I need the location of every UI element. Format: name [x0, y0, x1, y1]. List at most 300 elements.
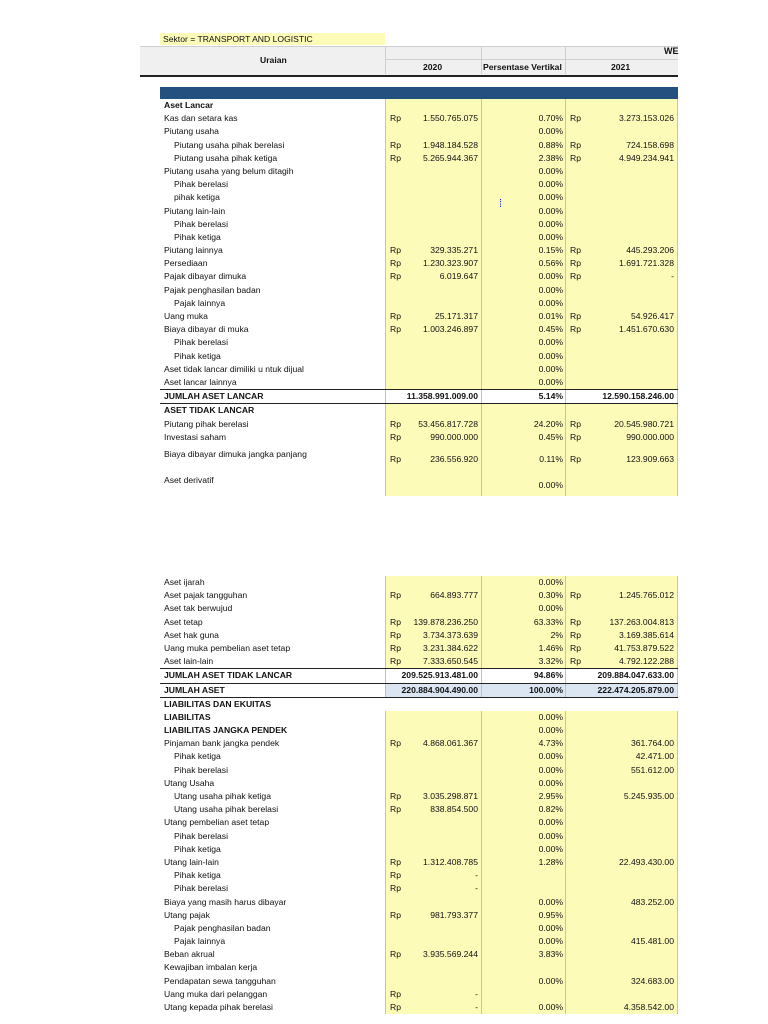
cell-2020[interactable] — [385, 431, 481, 444]
cell-2020[interactable] — [385, 669, 481, 682]
cell-2020[interactable] — [385, 642, 481, 655]
row-label[interactable]: Investasi saham — [164, 431, 227, 442]
value-2021: 361.764.00 — [630, 738, 674, 749]
row-label[interactable]: Uang muka pembelian aset tetap — [164, 642, 291, 653]
row-label[interactable]: Pajak dibayar dimuka — [164, 271, 247, 282]
cell-persentase-vertikal[interactable]: 0.95% — [481, 909, 565, 922]
cell-2020[interactable] — [385, 750, 481, 763]
cell-persentase-vertikal[interactable]: 0.00% — [481, 816, 565, 829]
value-2020: 981.793.377 — [430, 909, 478, 920]
table-row — [160, 152, 678, 165]
row-label[interactable]: Piutang lainnya — [164, 245, 223, 256]
cell-persentase-vertikal[interactable]: 0.11% — [481, 444, 565, 470]
currency-label: Rp — [390, 113, 401, 124]
cell-persentase-vertikal[interactable]: 0.00% — [481, 830, 565, 843]
cell-2021[interactable] — [565, 576, 678, 589]
cell-2021[interactable] — [565, 112, 678, 125]
row-label[interactable]: Biaya dibayar di muka — [164, 324, 249, 335]
row-label[interactable]: Aset tetap — [164, 616, 203, 627]
cell-2021[interactable] — [565, 961, 678, 974]
cell-2021[interactable] — [565, 270, 678, 283]
cell-2020[interactable] — [385, 350, 481, 363]
cell-persentase-vertikal[interactable]: 94.86% — [481, 669, 565, 682]
cell-2020[interactable] — [385, 444, 481, 470]
cell-persentase-vertikal[interactable]: 0.45% — [481, 431, 565, 444]
row-label[interactable]: Utang pembelian aset tetap — [164, 817, 270, 828]
cell-2020[interactable] — [385, 191, 481, 204]
row-label[interactable]: Aset ijarah — [164, 577, 205, 587]
cell-2020[interactable] — [385, 975, 481, 988]
cell-2021[interactable] — [565, 205, 678, 218]
cell-persentase-vertikal[interactable]: 0.00% — [481, 191, 565, 204]
cell-2021[interactable] — [565, 323, 678, 336]
currency-label: Rp — [390, 949, 401, 960]
table-row — [160, 112, 678, 125]
value-2020: 53.456.817.728 — [418, 418, 478, 429]
cell-2020[interactable] — [385, 165, 481, 178]
cell-2021[interactable] — [565, 191, 678, 204]
cell-persentase-vertikal[interactable]: 0.00% — [481, 205, 565, 218]
cell-2020[interactable] — [385, 205, 481, 218]
cell-2020[interactable] — [385, 948, 481, 961]
cell-2021[interactable] — [565, 431, 678, 444]
cell-2021[interactable] — [565, 404, 678, 417]
table-row — [160, 231, 678, 244]
cell-2020[interactable] — [385, 418, 481, 431]
cell-2020[interactable] — [385, 178, 481, 191]
value-2020: 1.003.246.897 — [423, 324, 478, 335]
cell-persentase-vertikal[interactable]: 0.00% — [481, 602, 565, 615]
table-row — [160, 803, 678, 816]
table-row — [160, 284, 678, 297]
cell-2021[interactable] — [565, 655, 678, 668]
sector-label[interactable]: Sektor = TRANSPORT AND LOGISTIC — [160, 33, 385, 45]
row-label[interactable]: Uang muka dari pelanggan — [164, 988, 268, 999]
row-label[interactable]: Pihak berelasi — [174, 764, 228, 775]
cell-2020[interactable] — [385, 803, 481, 816]
row-label[interactable]: Pihak berelasi — [174, 830, 228, 841]
cell-persentase-vertikal[interactable]: 0.00% — [481, 165, 565, 178]
row-label[interactable]: LIABILITAS — [164, 711, 211, 722]
row-label[interactable]: Aset lain-lain — [164, 656, 214, 667]
cell-persentase-vertikal[interactable]: 0.82% — [481, 803, 565, 816]
cell-2020[interactable] — [385, 724, 481, 737]
table-row — [160, 975, 678, 988]
cell-2020[interactable] — [385, 843, 481, 856]
row-label[interactable]: Pajak lainnya — [174, 936, 226, 947]
cell-2020[interactable] — [385, 323, 481, 336]
cell-2020[interactable] — [385, 139, 481, 152]
value-2020: 3.231.384.622 — [423, 642, 478, 653]
cell-2021[interactable] — [565, 790, 678, 803]
table-row — [160, 1001, 678, 1014]
row-label[interactable]: Pihak berelasi — [174, 883, 228, 894]
row-label[interactable]: Piutang pihak berelasi — [164, 418, 249, 429]
cell-2021[interactable] — [565, 350, 678, 363]
cell-persentase-vertikal[interactable]: 0.45% — [481, 323, 565, 336]
cell-persentase-vertikal[interactable]: 1.46% — [481, 642, 565, 655]
value-2020: 5.265.944.367 — [423, 152, 478, 163]
cell-2021[interactable] — [565, 777, 678, 790]
cell-persentase-vertikal[interactable]: 2.38% — [481, 152, 565, 165]
cell-2021[interactable] — [565, 922, 678, 935]
row-label[interactable]: Pajak penghasilan badan — [164, 284, 261, 295]
cell-2020[interactable] — [385, 816, 481, 829]
row-label[interactable]: Utang usaha pihak berelasi — [174, 804, 279, 815]
cell-2020[interactable] — [385, 284, 481, 297]
cell-2021[interactable] — [565, 684, 678, 697]
cell-2020[interactable] — [385, 961, 481, 974]
cell-2021[interactable] — [565, 152, 678, 165]
cell-2020[interactable] — [385, 737, 481, 750]
cell-2020[interactable] — [385, 882, 481, 895]
cell-persentase-vertikal[interactable]: 0.00% — [481, 297, 565, 310]
row-label[interactable]: Uang muka — [164, 311, 208, 321]
cell-persentase-vertikal[interactable]: 0.00% — [481, 284, 565, 297]
cell-persentase-vertikal[interactable] — [481, 882, 565, 895]
cell-2020[interactable] — [385, 602, 481, 615]
cell-2021[interactable] — [565, 856, 678, 869]
cell-2021[interactable] — [565, 843, 678, 856]
cell-persentase-vertikal[interactable]: 0.00% — [481, 896, 565, 909]
cell-2021[interactable] — [565, 988, 678, 1001]
value-2020: 220.884.904.490.00 — [401, 684, 478, 695]
row-label[interactable]: LIABILITAS DAN EKUITAS — [164, 698, 272, 709]
table-row — [160, 655, 678, 668]
cell-2020[interactable] — [385, 655, 481, 668]
cell-2020[interactable] — [385, 244, 481, 257]
cell-2021[interactable] — [565, 310, 678, 323]
value-2020: 1.312.408.785 — [423, 856, 478, 867]
table-row — [160, 816, 678, 829]
cell-2021[interactable] — [565, 935, 678, 948]
value-2020: 329.335.271 — [430, 245, 478, 256]
row-label[interactable]: Aset hak guna — [164, 629, 219, 640]
cell-persentase-vertikal[interactable]: 0.00% — [481, 750, 565, 763]
cell-persentase-vertikal[interactable]: 100.00% — [481, 684, 565, 697]
cell-2020[interactable] — [385, 218, 481, 231]
cell-2020[interactable] — [385, 376, 481, 389]
value-2021: 3.169.385.614 — [619, 629, 674, 640]
cell-2021[interactable] — [565, 444, 678, 470]
cell-2021[interactable] — [565, 909, 678, 922]
row-label[interactable]: Pihak berelasi — [174, 337, 228, 348]
cell-2021[interactable] — [565, 602, 678, 615]
cell-2021[interactable] — [565, 629, 678, 642]
cell-persentase-vertikal[interactable] — [481, 961, 565, 974]
row-label[interactable]: Kewajiban imbalan kerja — [164, 962, 258, 973]
header-2021: 2021 — [611, 62, 631, 72]
row-label[interactable]: Utang Usaha — [164, 777, 215, 788]
cell-2020[interactable] — [385, 297, 481, 310]
row-label[interactable]: Piutang usaha pihak ketiga — [174, 152, 278, 163]
cell-persentase-vertikal[interactable]: 0.00% — [481, 764, 565, 777]
cell-2021[interactable] — [565, 257, 678, 270]
cell-2021[interactable] — [565, 816, 678, 829]
cell-persentase-vertikal[interactable]: 0.00% — [481, 777, 565, 790]
cell-persentase-vertikal[interactable]: 0.00% — [481, 724, 565, 737]
text-cursor-icon: ⁞ — [499, 198, 503, 210]
cell-persentase-vertikal[interactable]: 0.15% — [481, 244, 565, 257]
cell-2021[interactable] — [565, 724, 678, 737]
cell-2021[interactable] — [565, 99, 678, 112]
cell-2020[interactable] — [385, 257, 481, 270]
cell-2020[interactable] — [385, 390, 481, 403]
table-row — [160, 323, 678, 336]
cell-2021[interactable] — [565, 470, 678, 496]
cell-persentase-vertikal[interactable]: 3.83% — [481, 948, 565, 961]
cell-2020[interactable] — [385, 711, 481, 724]
cell-persentase-vertikal[interactable]: 3.32% — [481, 655, 565, 668]
value-2021: 41.753.879.522 — [614, 642, 674, 653]
cell-2020[interactable] — [385, 684, 481, 697]
cell-2020[interactable] — [385, 856, 481, 869]
cell-persentase-vertikal[interactable]: 0.00% — [481, 350, 565, 363]
cell-2020[interactable] — [385, 589, 481, 602]
cell-persentase-vertikal[interactable]: 24.20% — [481, 418, 565, 431]
cell-2020[interactable] — [385, 99, 481, 112]
cell-persentase-vertikal[interactable]: 0.30% — [481, 589, 565, 602]
cell-2020[interactable] — [385, 470, 481, 496]
cell-2021[interactable] — [565, 616, 678, 629]
row-label[interactable]: Aset Lancar — [164, 100, 214, 110]
cell-2021[interactable] — [565, 390, 678, 403]
cell-2020[interactable] — [385, 896, 481, 909]
cell-persentase-vertikal[interactable]: 0.88% — [481, 139, 565, 152]
header-divider-horizontal — [385, 59, 678, 60]
cell-2020[interactable] — [385, 777, 481, 790]
cell-persentase-vertikal[interactable]: 1.28% — [481, 856, 565, 869]
currency-label: Rp — [390, 642, 401, 653]
cell-persentase-vertikal[interactable]: 0.00% — [481, 843, 565, 856]
cell-persentase-vertikal[interactable]: 0.00% — [481, 270, 565, 283]
row-label[interactable]: Pihak berelasi — [174, 218, 228, 229]
table-row — [160, 205, 678, 218]
cell-2020[interactable] — [385, 698, 481, 711]
row-label[interactable]: Kas dan setara kas — [164, 113, 238, 124]
cell-2021[interactable] — [565, 165, 678, 178]
value-2020: 990.000.000 — [430, 431, 478, 442]
table-row — [160, 444, 678, 470]
cell-2021[interactable] — [565, 178, 678, 191]
currency-label: Rp — [570, 324, 581, 335]
cell-2020[interactable] — [385, 629, 481, 642]
table-row — [160, 270, 678, 283]
cell-2021[interactable] — [565, 297, 678, 310]
row-label[interactable]: Piutang lain-lain — [164, 205, 226, 216]
cell-persentase-vertikal[interactable]: 0.00% — [481, 935, 565, 948]
cell-2021[interactable] — [565, 244, 678, 257]
cell-2020[interactable] — [385, 576, 481, 589]
row-label[interactable]: Aset tak berwujud — [164, 603, 233, 614]
row-label[interactable]: JUMLAH ASET — [164, 684, 225, 695]
row-label[interactable]: Utang kepada pihak berelasi — [164, 1002, 273, 1012]
table-row — [160, 668, 678, 683]
cell-2021[interactable] — [565, 418, 678, 431]
cell-2020[interactable] — [385, 310, 481, 323]
row-label[interactable]: Persediaan — [164, 258, 208, 269]
cell-persentase-vertikal[interactable]: 63.33% — [481, 616, 565, 629]
cell-persentase-vertikal[interactable] — [481, 869, 565, 882]
cell-2020[interactable] — [385, 830, 481, 843]
cell-2020[interactable] — [385, 790, 481, 803]
row-label[interactable]: Aset tidak lancar dimiliki u ntuk dijual — [164, 363, 304, 374]
cell-2021[interactable] — [565, 830, 678, 843]
table-row — [160, 684, 678, 698]
cell-2021[interactable] — [565, 764, 678, 777]
cell-2021[interactable] — [565, 231, 678, 244]
cell-2021[interactable] — [565, 139, 678, 152]
table-row — [160, 922, 678, 935]
cell-2021[interactable] — [565, 363, 678, 376]
cell-persentase-vertikal[interactable] — [481, 404, 565, 417]
row-label[interactable]: Utang pajak — [164, 909, 210, 920]
cell-persentase-vertikal[interactable]: 0.00% — [481, 975, 565, 988]
cell-persentase-vertikal[interactable]: 0.00% — [481, 711, 565, 724]
value-2021: 4.358.542.00 — [623, 1002, 674, 1012]
row-label[interactable]: Utang lain-lain — [164, 856, 219, 867]
row-label[interactable]: Utang usaha pihak ketiga — [174, 791, 271, 801]
cell-2021[interactable] — [565, 1001, 678, 1014]
cell-persentase-vertikal[interactable]: 0.00% — [481, 576, 565, 589]
cell-persentase-vertikal[interactable]: 4.73% — [481, 737, 565, 750]
row-label[interactable]: Piutang usaha pihak berelasi — [174, 139, 285, 150]
cell-2021[interactable] — [565, 125, 678, 138]
cell-persentase-vertikal[interactable]: 2.95% — [481, 790, 565, 803]
cell-2020[interactable] — [385, 404, 481, 417]
cell-persentase-vertikal[interactable] — [481, 988, 565, 1001]
cell-persentase-vertikal[interactable]: 0.56% — [481, 257, 565, 270]
row-label[interactable]: Pihak ketiga — [174, 870, 221, 881]
cell-persentase-vertikal[interactable]: 0.00% — [481, 231, 565, 244]
value-2020: 1.550.765.075 — [423, 113, 478, 124]
row-label[interactable]: Biaya yang masih harus dibayar — [164, 896, 287, 907]
value-2021: 123.909.663 — [626, 453, 674, 464]
cell-2020[interactable] — [385, 988, 481, 1001]
cell-2021[interactable] — [565, 711, 678, 724]
cell-2020[interactable] — [385, 935, 481, 948]
cell-2021[interactable] — [565, 669, 678, 682]
cell-2021[interactable] — [565, 975, 678, 988]
cell-persentase-vertikal[interactable]: 0.00% — [481, 470, 565, 496]
cell-2021[interactable] — [565, 336, 678, 349]
cell-2020[interactable] — [385, 336, 481, 349]
cell-persentase-vertikal[interactable]: 0.01% — [481, 310, 565, 323]
cell-2020[interactable] — [385, 231, 481, 244]
row-label[interactable]: Pajak penghasilan badan — [174, 922, 271, 933]
row-label[interactable]: Beban akrual — [164, 949, 215, 960]
row-label[interactable]: Pihak berelasi — [174, 179, 228, 190]
cell-persentase-vertikal[interactable]: 0.00% — [481, 178, 565, 191]
table-row — [160, 418, 678, 431]
cell-2021[interactable] — [565, 750, 678, 763]
cell-2021[interactable] — [565, 896, 678, 909]
cell-persentase-vertikal[interactable]: 0.00% — [481, 336, 565, 349]
row-label[interactable]: Pendapatan sewa tangguhan — [164, 975, 276, 986]
value-2020: 3.935.569.244 — [423, 949, 478, 960]
cell-persentase-vertikal[interactable] — [481, 99, 565, 112]
row-label[interactable]: Pihak ketiga — [174, 231, 221, 242]
cell-2020[interactable] — [385, 922, 481, 935]
cell-persentase-vertikal[interactable]: 0.00% — [481, 218, 565, 231]
cell-persentase-vertikal[interactable]: 0.00% — [481, 363, 565, 376]
row-label[interactable]: Aset derivatif — [164, 474, 214, 485]
row-label[interactable]: Pihak ketiga — [174, 751, 221, 762]
table-row — [160, 882, 678, 895]
row-label[interactable]: Pihak ketiga — [174, 350, 221, 361]
cell-2021[interactable] — [565, 882, 678, 895]
cell-2021[interactable] — [565, 737, 678, 750]
value-2021: 42.471.00 — [635, 751, 674, 762]
row-label[interactable]: Piutang usaha — [164, 126, 219, 137]
cell-persentase-vertikal[interactable] — [481, 698, 565, 711]
cell-persentase-vertikal[interactable]: 0.00% — [481, 376, 565, 389]
cell-2021[interactable] — [565, 803, 678, 816]
cell-2020[interactable] — [385, 152, 481, 165]
cell-persentase-vertikal[interactable]: 0.00% — [481, 125, 565, 138]
row-label[interactable]: Pihak ketiga — [174, 843, 221, 854]
value-2020: 1.230.323.907 — [423, 258, 478, 269]
row-label[interactable]: Pinjaman bank jangka pendek — [164, 738, 280, 749]
row-label[interactable]: Piutang usaha yang belum ditagih — [164, 165, 294, 176]
cell-2020[interactable] — [385, 1001, 481, 1014]
cell-2020[interactable] — [385, 125, 481, 138]
cell-2020[interactable] — [385, 764, 481, 777]
cell-2021[interactable] — [565, 869, 678, 882]
cell-2021[interactable] — [565, 948, 678, 961]
cell-persentase-vertikal[interactable]: 0.00% — [481, 1001, 565, 1014]
table-row — [160, 218, 678, 231]
row-label[interactable]: pihak ketiga — [174, 192, 220, 203]
cell-2020[interactable] — [385, 112, 481, 125]
cell-2021[interactable] — [565, 642, 678, 655]
row-label[interactable]: ASET TIDAK LANCAR — [164, 405, 255, 416]
row-label[interactable]: Biaya dibayar dimuka jangka panjang — [164, 448, 307, 459]
cell-persentase-vertikal[interactable]: 0.00% — [481, 922, 565, 935]
cell-2021[interactable] — [565, 698, 678, 711]
row-label[interactable]: JUMLAH ASET TIDAK LANCAR — [164, 670, 293, 681]
cell-2020[interactable] — [385, 616, 481, 629]
row-label[interactable]: JUMLAH ASET LANCAR — [164, 391, 264, 402]
row-label[interactable]: LIABILITAS JANGKA PENDEK — [164, 725, 288, 736]
cell-2021[interactable] — [565, 218, 678, 231]
table-row — [160, 764, 678, 777]
value-2020: 209.525.913.481.00 — [401, 670, 478, 681]
cell-persentase-vertikal[interactable]: 2% — [481, 629, 565, 642]
value-2020: 236.556.920 — [430, 453, 478, 464]
table-row — [160, 191, 678, 204]
cell-2020[interactable] — [385, 909, 481, 922]
currency-label: Rp — [390, 418, 401, 429]
currency-label: Rp — [390, 311, 401, 321]
row-label[interactable]: Pajak lainnya — [174, 297, 226, 308]
row-label[interactable]: Aset pajak tangguhan — [164, 590, 248, 601]
cell-persentase-vertikal[interactable]: 0.70% — [481, 112, 565, 125]
table-row — [160, 389, 678, 404]
cell-2021[interactable] — [565, 376, 678, 389]
value-2021: 1.691.721.328 — [619, 258, 674, 269]
cell-2020[interactable] — [385, 363, 481, 376]
row-label[interactable]: Aset lancar lainnya — [164, 376, 237, 387]
currency-label: Rp — [390, 1002, 401, 1012]
table-row — [160, 589, 678, 602]
cell-persentase-vertikal[interactable]: 5.14% — [481, 390, 565, 403]
cell-2020[interactable] — [385, 869, 481, 882]
currency-label: Rp — [390, 804, 401, 815]
cell-2021[interactable] — [565, 589, 678, 602]
cell-2021[interactable] — [565, 284, 678, 297]
cell-2020[interactable] — [385, 270, 481, 283]
